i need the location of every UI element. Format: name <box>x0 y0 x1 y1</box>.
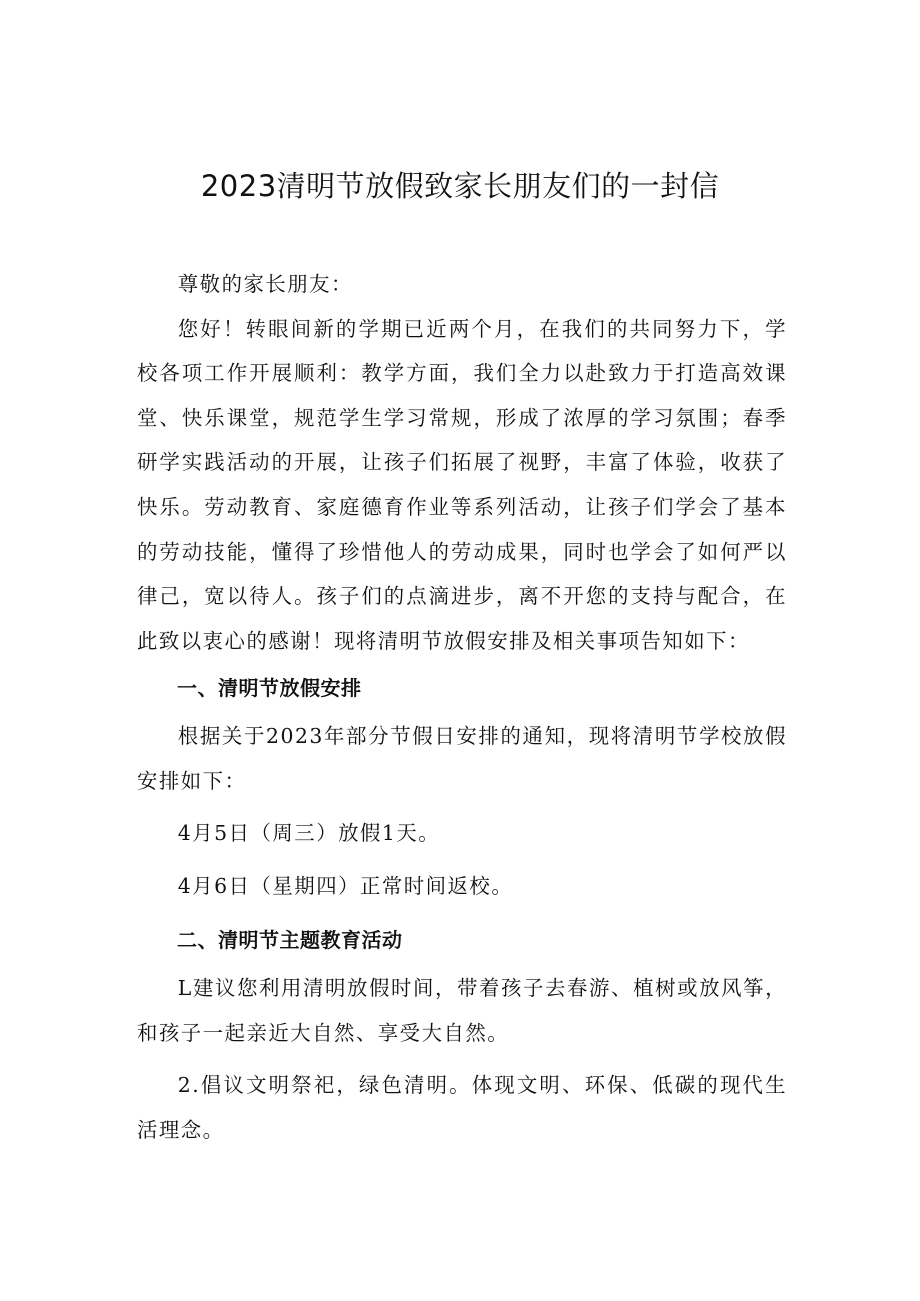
intro-paragraph: 您好！转眼间新的学期已近两个月，在我们的共同努力下，学校各项工作开展顺利：教学方面，我们全力以赴致力于打造高效课堂、快乐课堂，规范学生学习常规，形成了浓厚的学习氛围；春季研学实践活动的开展，让孩子们拓展了视野，丰富了体验，收获了快乐。劳动教育、家庭德育作业等系列活动，让孩子们学会了基本的劳动技能，懂得了珍惜他人的劳动成果，同时也学会了如何严以律己，宽以待人。孩子们的点滴进步，离不开您的支持与配合，在此致以衷心的感谢！现将清明节放假安排及相关事项告知如下： <box>137 316 787 653</box>
schedule-line-1: 4月5日（周三）放假1天。 <box>177 821 441 846</box>
letter-body <box>137 262 787 1152</box>
section-1-paragraph: 根据关于2023年部分节假日安排的通知，现将清明节学校放假安排如下： <box>137 723 787 793</box>
document-title: 2023清明节放假致家长朋友们的一封信 <box>200 169 720 203</box>
activity-item-1: L建议您利用清明放假时间，带着孩子去春游、植树或放风筝，和孩子一起亲近大自然、享受大自然。 <box>137 975 787 1045</box>
schedule-line-2: 4月6日（星期四）正常时间返校。 <box>177 873 514 898</box>
salutation: 尊敬的家长朋友： <box>177 272 353 296</box>
section-1-heading: 一、清明节放假安排 <box>177 676 362 701</box>
activity-item-2: 2.倡议文明祭祀，绿色清明。体现文明、环保、低碳的现代生活理念。 <box>137 1073 787 1142</box>
section-2-heading: 二、清明节主题教育活动 <box>177 928 403 953</box>
